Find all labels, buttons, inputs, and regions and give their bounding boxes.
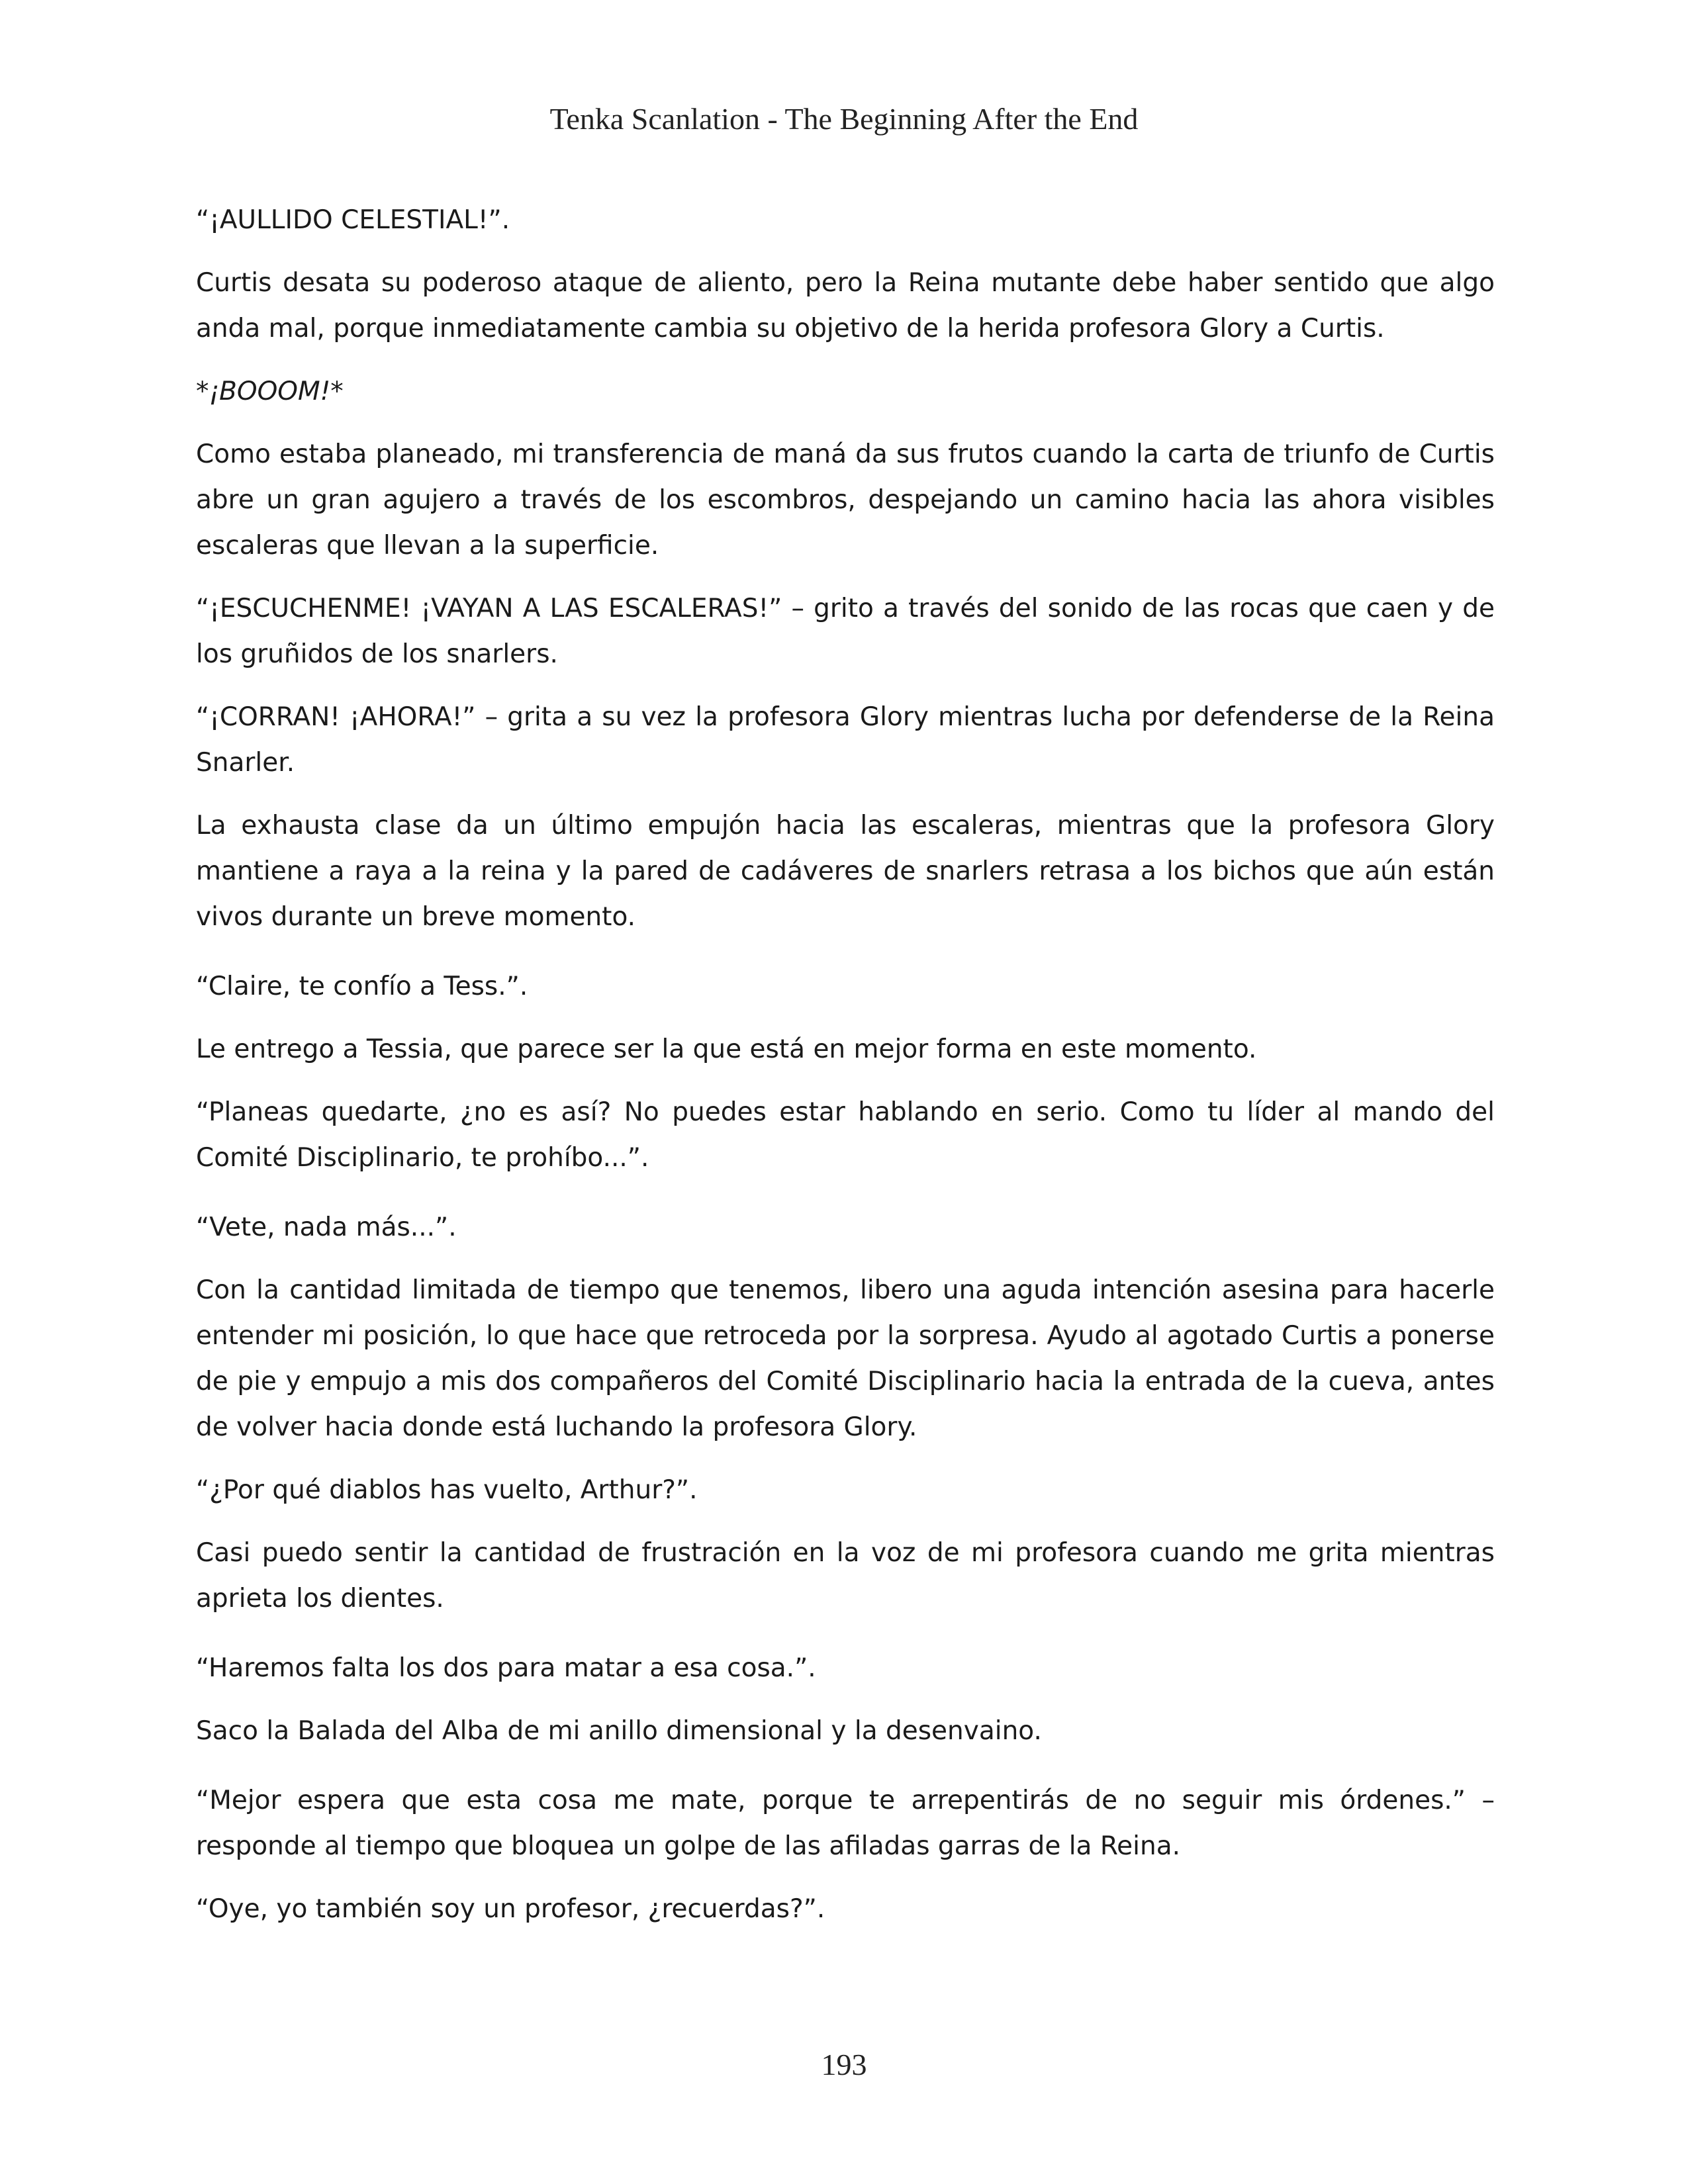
paragraph: Saco la Balada del Alba de mi anillo dimensional y la desenvaino. — [196, 1716, 1042, 1746]
paragraph: “¿Por qué diablos has vuelto, Arthur?”. — [196, 1475, 698, 1505]
paragraph: “¡ESCUCHENME! ¡VAYAN A LAS ESCALERAS!” – grito a través del sonido de las rocas que caen y de los gruñidos de los snarlers. — [196, 594, 1495, 669]
paragraph: Con la cantidad limitada de tiempo que tenemos, libero una aguda intención asesina para hacerle entender mi posición, lo que hace que retroceda por la sorpresa. Ayudo al agotado Curtis a ponerse de pie y empujo a mis dos compañeros del Comité Disciplinario hacia la entrada de la cueva, antes de volver hacia donde está luchando la profesora Glory. — [196, 1275, 1495, 1442]
page-header-title: Tenka Scanlation - The Beginning After the End — [549, 102, 1139, 136]
paragraph: Curtis desata su poderoso ataque de aliento, pero la Reina mutante debe haber sentido que algo anda mal, porque inmediatamente cambia su objetivo de la herida profesora Glory a Curtis. — [196, 268, 1495, 343]
paragraph: “¡CORRAN! ¡AHORA!” – grita a su vez la profesora Glory mientras lucha por defenderse de la Reina Snarler. — [196, 702, 1495, 778]
paragraph: “Mejor espera que esta cosa me mate, porque te arrepentirás de no seguir mis órdenes.” – responde al tiempo que bloquea un golpe de las afiladas garras de la Reina. — [196, 1786, 1495, 1861]
paragraph-sound-effect: *¡BOOOM!* — [196, 377, 344, 406]
chapter-body — [196, 197, 1495, 1949]
paragraph: “Vete, nada más...”. — [196, 1212, 457, 1242]
paragraph: “¡AULLIDO CELESTIAL!”. — [196, 205, 510, 235]
paragraph: “Planeas quedarte, ¿no es así? No puedes estar hablando en serio. Como tu líder al mando del Comité Disciplinario, te prohíbo...”. — [196, 1097, 1495, 1173]
paragraph: “Oye, yo también soy un profesor, ¿recuerdas?”. — [196, 1894, 825, 1924]
paragraph: Como estaba planeado, mi transferencia de maná da sus frutos cuando la carta de triunfo de Curtis abre un gran agujero a través de los escombros, despejando un camino hacia las ahora visibles escaleras que llevan a la superficie. — [196, 439, 1495, 561]
paragraph: “Haremos falta los dos para matar a esa cosa.”. — [196, 1653, 816, 1683]
page-number: 193 — [821, 2048, 867, 2081]
paragraph: La exhausta clase da un último empujón hacia las escaleras, mientras que la profesora Glory mantiene a raya a la reina y la pared de cadáveres de snarlers retrasa a los bichos que aún están vivos durante un breve momento. — [196, 811, 1495, 932]
paragraph: Le entrego a Tessia, que parece ser la que está en mejor forma en este momento. — [196, 1034, 1257, 1064]
paragraph: “Claire, te confío a Tess.”. — [196, 972, 528, 1001]
paragraph: Casi puedo sentir la cantidad de frustración en la voz de mi profesora cuando me grita mientras aprieta los dientes. — [196, 1538, 1495, 1614]
